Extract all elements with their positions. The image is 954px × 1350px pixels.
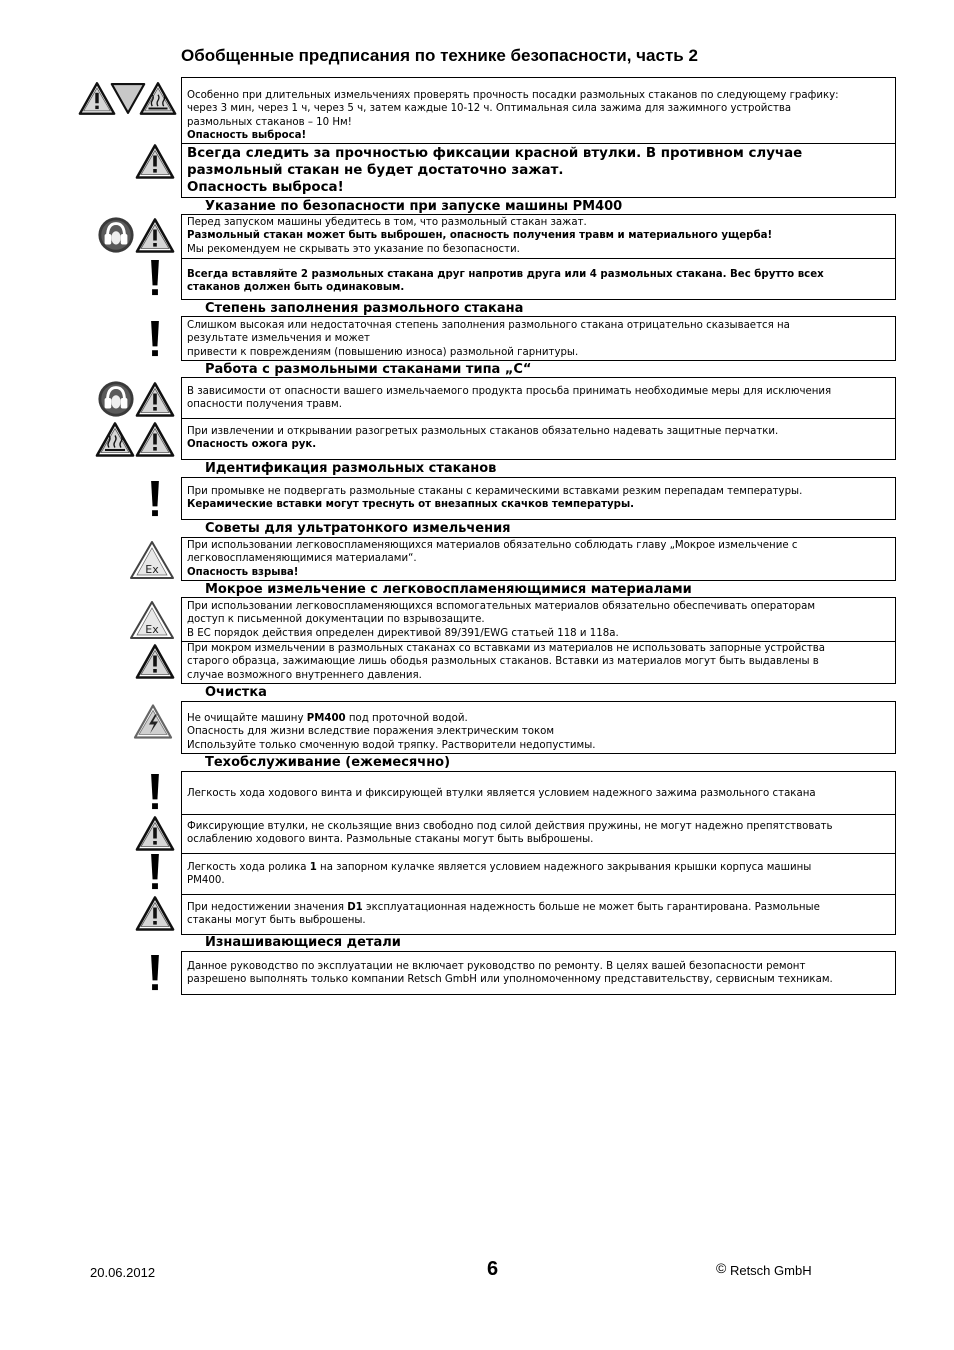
- type-c-text: В зависимости от опасности вашего измельчаемого продукта просьба принимать необходимые меры для исключения опасности получения травм.: [187, 386, 832, 411]
- hot-surface-icon: [95, 421, 135, 458]
- copyright-icon: ©: [716, 1260, 727, 1276]
- balance-text: Всегда вставляйте 2 размольных стакана друг напротив друга или 4 размольных стакана. Вес брутто всех стаканов должен быть одинаковым.: [187, 269, 824, 294]
- ear-protection-icon: [97, 380, 135, 418]
- safety-box-filling: [181, 316, 896, 361]
- safety-box-wear-parts: [181, 951, 896, 995]
- explosion-ex-icon: [129, 600, 175, 640]
- maintenance-sleeve-text: Фиксирующие втулки, не скользящие вниз свободно под силой действия пружины, не могут надежно препятствовать ослаблению ходового винта. Размольные стаканы могут быть выброшены.: [187, 821, 833, 846]
- wear-parts-text: Данное руководство по эксплуатации не включает руководство по ремонту. В целях вашей безопасности ремонт разрешено выполнять только компании Retsch GmbH или уполномоченному представительству, сервисным техникам.: [187, 961, 833, 986]
- startup-text: Перед запуском машины убедитесь в том, что размольный стакан зажат. Размольный стакан может быть выброшен, опасность получения травм и материального ущерба! Мы рекомендуем не скрывать это указание по безопасности.: [187, 217, 773, 255]
- safety-box-clamping: [181, 77, 896, 198]
- maintenance-spindle-text: Легкость хода ходового винта и фиксирующей втулки является условием надежного зажима размольного стакана: [187, 788, 816, 799]
- page-title: Обобщенные предписания по технике безопасности, часть 2: [181, 46, 698, 65]
- red-sleeve-warning-text: Всегда следить за прочностью фиксации красной втулки. В противном случае размольный стакан не будет достаточно зажат. Опасность выброса!: [187, 146, 803, 195]
- maintenance-roller-text: Легкость хода ролика 1 на запорном кулачке является условием надежного закрывания крышки корпуса машины PM400.: [187, 862, 812, 887]
- safety-box-wet-grinding: [181, 597, 896, 684]
- footer-copyright: © Retsch GmbH: [716, 1260, 812, 1278]
- cleaning-text: Не очищайте машину PM400 под проточной водой. Опасность для жизни вследствие поражения электрическим током Используйте только смоченную водой тряпку. Растворители недопустимы.: [187, 713, 596, 751]
- wet-locking-text: При мокром измельчении в размольных стаканах со вставками из материалов не использовать запорные устройства старого образца, зажимающие лишь ободья размольных стаканов. Вставки из материалов могут быть выдавлены в случае возможного внутреннего давления.: [187, 643, 826, 681]
- exclamation-icon: [148, 773, 162, 812]
- safety-box-startup: [181, 214, 896, 300]
- explosion-ex-icon: [129, 540, 175, 580]
- section-heading: Советы для ультратонкого измельчения: [205, 521, 511, 536]
- ceramic-text: При промывке не подвергать размольные стаканы с керамическими вставками резким перепадам температуры. Керамические вставки могут треснуть от внезапных скачков температуры.: [187, 486, 803, 511]
- filling-text: Слишком высокая или недостаточная степень заполнения размольного стакана отрицательно сказывается на результате измельчения и может привести к повреждениям (повышению износа) размольной гарнитуры.: [187, 320, 790, 358]
- warning-icon: [135, 895, 175, 932]
- safety-box-ultrafine: [181, 537, 896, 581]
- warning-icon: [135, 143, 175, 180]
- electric-shock-icon: [133, 703, 173, 740]
- warning-icon: [135, 643, 175, 680]
- exclamation-icon: [148, 320, 162, 359]
- section-heading: Идентификация размольных стаканов: [205, 461, 497, 476]
- warning-icon: [135, 421, 175, 458]
- hot-surface-icon: [139, 81, 177, 116]
- warning-icon: [135, 381, 175, 418]
- exclamation-icon: [148, 480, 162, 519]
- clamping-check-text: Особенно при длительных измельчениях проверять прочность посадки размольных стаканов по следующему графику: через 3 мин, через 1 ч, через 5 ч, затем каждые 10-12 ч. Оптимальная сила зажима для зажимного устройства размольных стаканов – 10 Нм! Опасность выброса!: [187, 90, 839, 142]
- section-heading: Указание по безопасности при запуске машины PM400: [205, 199, 623, 214]
- section-heading: Изнашивающиеся детали: [205, 935, 401, 950]
- ear-protection-icon: [97, 216, 135, 254]
- maintenance-d1-text: При недостижении значения D1 эксплуатационная надежность больше не может быть гарантирована. Размольные стаканы могут быть выброшены.: [187, 902, 820, 927]
- hot-jar-text: При извлечении и открывании разогретых размольных стаканов обязательно надевать защитные перчатки. Опасность ожога рук.: [187, 426, 779, 451]
- ultrafine-text: При использовании легковоспламеняющихся материалов обязательно соблюдать главу „Мокрое измельчение с легковоспламеняющимися материалами“. Опасность взрыва!: [187, 540, 798, 578]
- footer-page-number: 6: [487, 1258, 499, 1280]
- exclamation-icon: [148, 954, 162, 993]
- section-heading: Мокрое измельчение с легковоспламеняющимися материалами: [205, 582, 692, 597]
- safety-box-maintenance: [181, 771, 896, 935]
- safety-box-identification: [181, 477, 896, 520]
- section-heading: Работа с размольными стаканами типа „C“: [205, 362, 532, 377]
- wet-grinding-text: При использовании легковоспламеняющихся вспомогательных материалов обязательно обеспечивать операторам доступ к письменной документации по взрывозащите. В ЕС порядок действия определен директивой 89/391/EWG статьей 118 и 118a.: [187, 601, 816, 639]
- section-heading: Техобслуживание (ежемесячно): [205, 755, 451, 770]
- safety-box-type-c: [181, 377, 896, 460]
- exclamation-icon: [148, 853, 162, 892]
- warning-icon: [135, 815, 175, 852]
- section-heading: Очистка: [205, 685, 267, 700]
- footer-date: 20.06.2012: [90, 1265, 156, 1280]
- section-heading: Степень заполнения размольного стакана: [205, 301, 524, 316]
- exclamation-icon: [148, 259, 162, 298]
- warning-icon: [135, 217, 175, 254]
- safety-box-cleaning: [181, 701, 896, 754]
